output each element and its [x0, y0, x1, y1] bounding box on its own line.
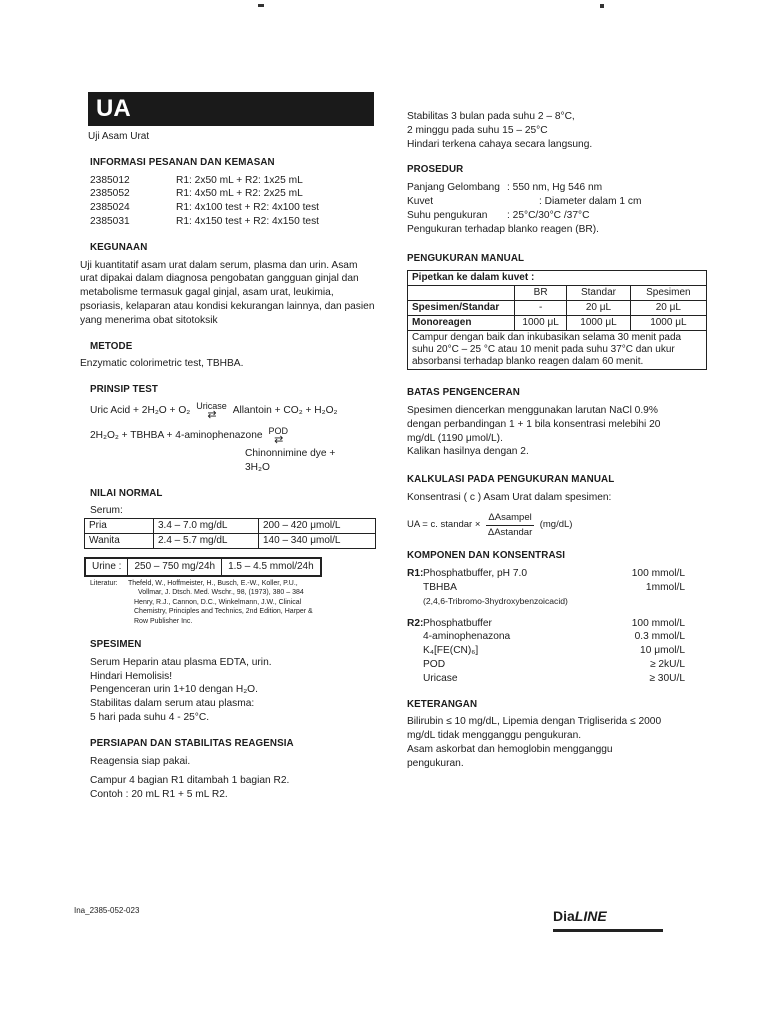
table-cell: 20 μL	[630, 301, 706, 316]
scan-mark	[600, 4, 604, 8]
equilibrium-arrow-icon: ⇄	[274, 433, 283, 446]
procedure-key: Kuvet	[407, 195, 434, 207]
document-code: Ina_2385-052-023	[74, 906, 140, 915]
formula-numerator: ΔAsampel	[486, 511, 533, 526]
component-row	[407, 644, 707, 658]
text-line: Stabilitas 3 bulan pada suhu 2 – 8°C,	[407, 111, 575, 122]
urine-table	[84, 557, 322, 577]
table-cell: 3.4 – 7.0 mg/dL	[154, 519, 259, 534]
text-line: Hindari terkena cahaya secara langsung.	[407, 138, 593, 150]
text-line: Pengenceran urin 1+10 dengan H₂O.	[90, 684, 258, 696]
table-row	[408, 271, 707, 286]
reagent-label: R2:	[407, 617, 424, 629]
normal-values	[84, 504, 376, 626]
text-line: dengan perbandingan 1 + 1 bila konsentrasi melebihi 20	[407, 418, 661, 430]
table-cell: Urine :	[85, 558, 128, 576]
component-value: 1mmol/L	[645, 581, 685, 593]
text-line: Hindari Hemolisis!	[90, 670, 173, 682]
reagent-label	[407, 658, 419, 672]
table-cell: 20 μL	[567, 301, 631, 316]
procedure-row	[407, 195, 707, 209]
table-cell	[408, 286, 515, 301]
order-list	[90, 174, 376, 229]
text-line: Serum Heparin atau plasma EDTA, urin.	[90, 656, 272, 668]
text-line: 5 hari pada suhu 4 - 25°C.	[90, 712, 210, 724]
table-cell: 1000 μL	[630, 316, 706, 331]
left-column	[80, 92, 376, 802]
component-note: (2,4,6-Tribromo-3hydroxybenzoicacid)	[423, 595, 568, 606]
product-code-banner: UA	[88, 92, 374, 126]
table-cell: -	[515, 301, 567, 316]
component-value: ≥ 2kU/L	[649, 658, 685, 670]
components-r1	[407, 567, 707, 608]
reaction-1-reactants: Uric Acid + 2H₂O + O₂	[90, 404, 191, 416]
cropped-text-bar	[553, 929, 663, 932]
component-name: Phosphatbuffer	[423, 617, 492, 629]
remarks-heading: KETERANGAN	[407, 698, 478, 710]
column-header: BR	[515, 286, 567, 301]
table-cell: 140 – 340 μmol/L	[259, 533, 376, 548]
stability-text	[407, 110, 707, 151]
text-line: Spesimen diencerkan menggunakan larutan NaCl 0.9%	[407, 404, 658, 416]
order-desc: R1: 4x150 test + R2: 4x150 test	[176, 215, 319, 227]
component-name: Phosphatbuffer, pH 7.0	[423, 568, 528, 580]
order-row	[90, 215, 376, 229]
component-name: K₄[FE(CN)₆]	[423, 645, 479, 657]
method-text: Enzymatic colorimetric test, TBHBA.	[80, 358, 244, 370]
order-row	[90, 187, 376, 201]
order-info-heading: INFORMASI PESANAN DAN KEMASAN	[90, 156, 275, 168]
procedure-note: Pengukuran terhadap blanko reagen (BR).	[407, 223, 599, 235]
text-line: Stabilitas dalam serum atau plasma:	[90, 698, 255, 710]
literature-refs	[128, 579, 313, 627]
right-column	[407, 110, 707, 771]
text-line: Contoh : 20 mL R1 + 5 mL R2.	[90, 789, 228, 801]
procedure-list	[407, 181, 707, 236]
text-line: mg/dL (1190 μmol/L).	[407, 432, 503, 444]
specimen-text	[90, 656, 376, 725]
literature-line: Row Publisher Inc.	[134, 617, 193, 625]
usage-text: Uji kuantitatif asam urat dalam serum, plasma dan urin. Asam urat dipakai dalam diagnosa pengobatan gangguan ginjal dan metabolisme termasuk gagal ginjal, asam urat, leukimia, psoriasis, kelaparan atau kondisi kekurangan lainnya, dan pasien yang menerima obat sitotoksik	[80, 259, 375, 326]
procedure-row	[407, 209, 707, 223]
procedure-value: : Diameter dalam 1 cm	[539, 195, 642, 207]
text-line: pengukuran.	[407, 757, 464, 769]
reagent-prep-text	[90, 755, 376, 802]
pipetting-title: Pipetkan ke dalam kuvet :	[408, 271, 707, 286]
serum-label: Serum:	[90, 505, 123, 517]
procedure-heading: PROSEDUR	[407, 164, 464, 176]
text-line: 2 minggu pada suhu 15 – 25°C	[407, 124, 548, 136]
literature-line: Henry, R.J., Cannon, D.C., Winkelmann, J.W., Clinical	[134, 598, 302, 606]
pipetting-table	[407, 270, 707, 370]
order-code: 2385052	[90, 188, 130, 200]
incubation-note: Campur dengan baik dan inkubasikan selama 30 menit pada suhu 20°C – 25 °C atau 10 menit pada suhu 37°C dan ukur absorbansi terhadap blanko reagen dalam 60 menit.	[408, 331, 707, 370]
usage-heading: KEGUNAAN	[90, 241, 148, 253]
component-row	[407, 617, 707, 631]
procedure-key: Panjang Gelombang	[407, 182, 500, 194]
literature	[90, 579, 376, 627]
text-line: Asam askorbat dan hemoglobin mengganggu	[407, 743, 613, 755]
order-code: 2385012	[90, 174, 130, 186]
formula-lhs: UA = c. standar ×	[407, 519, 481, 531]
order-desc: R1: 2x50 mL + R2: 1x25 mL	[176, 174, 303, 186]
enzyme-label: Uricase	[196, 400, 227, 411]
order-code: 2385031	[90, 215, 130, 227]
order-code: 2385024	[90, 202, 130, 214]
table-cell: 1.5 – 4.5 mmol/24h	[222, 558, 321, 576]
column-header: Spesimen	[630, 286, 706, 301]
components-heading: KOMPONEN DAN KONSENTRASI	[407, 550, 566, 562]
reaction-2-product-line: 3H₂O	[245, 461, 270, 473]
table-cell: 250 – 750 mg/24h	[128, 558, 222, 576]
reaction-1-products: Allantoin + CO₂ + H₂O₂	[232, 404, 338, 416]
reaction-2-products	[245, 447, 376, 475]
brand-name-italic: LINE	[574, 908, 607, 924]
component-value: 100 mmol/L	[631, 617, 685, 629]
scan-mark	[258, 4, 264, 7]
remarks-text	[407, 715, 707, 770]
reaction-1-arrow	[196, 401, 227, 420]
reagent-prep-heading: PERSIAPAN DAN STABILITAS REAGENSIA	[90, 737, 294, 749]
reaction-2	[90, 426, 376, 445]
reagent-label: R1:	[407, 568, 424, 580]
procedure-value: : 550 nm, Hg 546 nm	[507, 182, 603, 194]
component-value: 0.3 mmol/L	[634, 631, 685, 643]
table-cell: Wanita	[85, 533, 154, 548]
order-row	[90, 174, 376, 188]
formula-unit: (mg/dL)	[539, 519, 573, 531]
brand-logo	[553, 908, 607, 924]
reaction-1	[90, 401, 376, 420]
reagent-label	[407, 581, 419, 595]
component-value: ≥ 30U/L	[649, 672, 685, 684]
dilution-text	[407, 404, 707, 459]
table-row	[85, 558, 321, 576]
brand-name-part: Dia	[553, 908, 575, 924]
brand-tagline-cropped	[553, 928, 663, 934]
components-r2	[407, 617, 707, 686]
table-cell: 1000 μL	[567, 316, 631, 331]
reagent-label	[407, 630, 419, 644]
literature-line: Vollmar, J. Dtsch. Med. Wschr., 98, (1973), 380 – 384	[138, 589, 304, 597]
text-line: Kalikan hasilnya dengan 2.	[407, 446, 529, 458]
component-row	[407, 581, 707, 595]
row-label: Spesimen/Standar	[408, 301, 515, 316]
component-name: 4-aminophenazona	[423, 631, 511, 643]
literature-line: Thefeld, W., Hoffmeister, H., Busch, E.-W., Koller, P.U.,	[128, 579, 298, 587]
specimen-heading: SPESIMEN	[90, 639, 142, 651]
reaction-2-arrow	[269, 426, 289, 445]
order-desc: R1: 4x50 mL + R2: 2x25 mL	[176, 188, 303, 200]
procedure-value: : 25°C/30°C /37°C	[507, 209, 590, 221]
equilibrium-arrow-icon: ⇄	[207, 408, 216, 421]
enzyme-label: POD	[268, 425, 289, 436]
component-value: 100 mmol/L	[631, 568, 685, 580]
normal-values-heading: NILAI NORMAL	[90, 487, 163, 499]
order-row	[90, 201, 376, 215]
formula-fraction	[486, 511, 533, 540]
text-line: Bilirubin ≤ 10 mg/dL, Lipemia dengan Trigliserida ≤ 2000	[407, 716, 662, 728]
column-header: Standar	[567, 286, 631, 301]
literature-label: Literatur:	[90, 579, 118, 587]
component-row	[407, 630, 707, 644]
table-row	[408, 301, 707, 316]
order-desc: R1: 4x100 test + R2: 4x100 test	[176, 202, 319, 214]
calculation-formula	[407, 511, 707, 540]
component-name: TBHBA	[423, 581, 457, 593]
table-row	[408, 316, 707, 331]
reagent-label	[407, 644, 419, 658]
text-line: Reagensia siap pakai.	[90, 755, 191, 767]
method-heading: METODE	[90, 340, 133, 352]
dilution-heading: BATAS PENGENCERAN	[407, 387, 520, 399]
procedure-key: Suhu pengukuran	[407, 209, 488, 221]
table-row	[408, 286, 707, 301]
component-name: POD	[423, 658, 446, 670]
component-row	[407, 567, 707, 581]
reaction-2-reactants: 2H₂O₂ + TBHBA + 4-aminophenazone	[90, 429, 263, 441]
component-row	[407, 672, 707, 686]
procedure-row	[407, 181, 707, 195]
reagent-label	[407, 672, 419, 686]
table-cell: Pria	[85, 519, 154, 534]
reaction-equations	[90, 401, 376, 475]
component-name: Uricase	[423, 672, 458, 684]
product-subtitle: Uji Asam Urat	[88, 131, 150, 142]
calculation-heading: KALKULASI PADA PENGUKURAN MANUAL	[407, 474, 615, 486]
formula-denominator: ΔAstandar	[487, 526, 533, 538]
table-row	[85, 519, 376, 534]
reaction-2-product-line: Chinonnimine dye +	[245, 447, 336, 459]
literature-line: Chemistry, Principles and Technics, 2nd Edition, Harper &	[134, 608, 313, 616]
serum-table	[84, 518, 376, 549]
component-row	[407, 658, 707, 672]
table-cell: 200 – 420 μmol/L	[259, 519, 376, 534]
principle-heading: PRINSIP TEST	[90, 384, 158, 396]
text-line: Campur 4 bagian R1 ditambah 1 bagian R2.	[90, 775, 290, 787]
text-line: mg/dL tidak mengganggu pengukuran.	[407, 730, 582, 742]
table-row	[408, 331, 707, 370]
component-value: 10 μmol/L	[640, 645, 685, 657]
manual-measure-heading: PENGUKURAN MANUAL	[407, 253, 525, 265]
table-cell: 1000 μL	[515, 316, 567, 331]
table-cell: 2.4 – 5.7 mg/dL	[154, 533, 259, 548]
calculation-text: Konsentrasi ( c ) Asam Urat dalam spesimen:	[407, 491, 612, 503]
row-label: Monoreagen	[408, 316, 515, 331]
table-row	[85, 533, 376, 548]
